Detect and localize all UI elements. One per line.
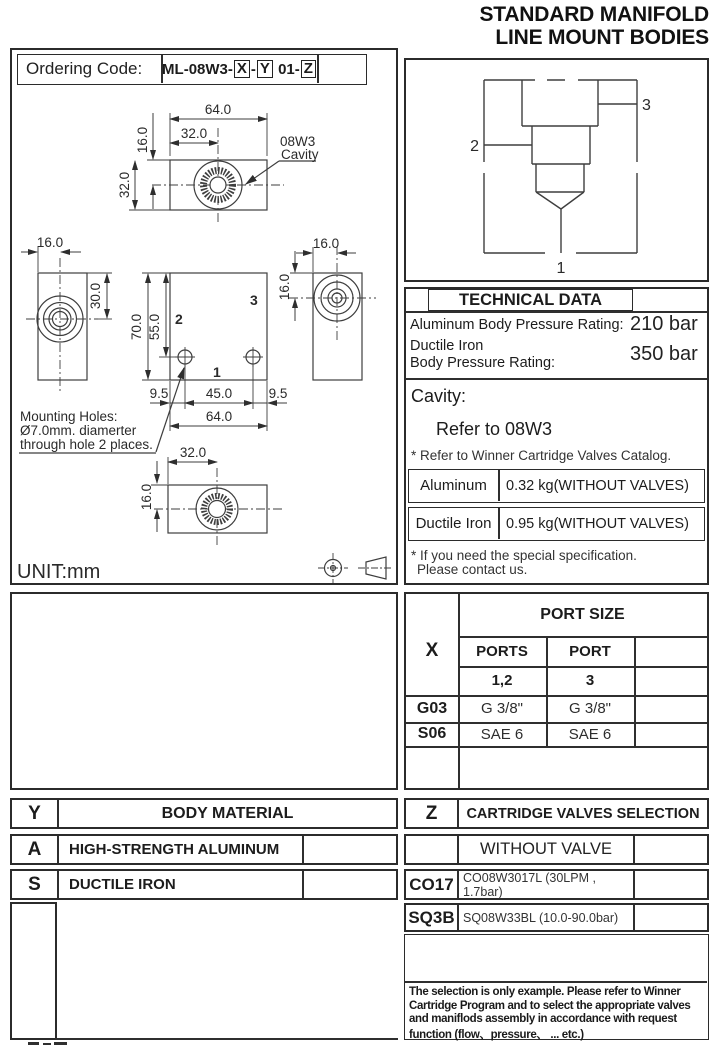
mounting-note-line3: through hole 2 places. (20, 437, 153, 452)
weight-material: Ductile Iron (415, 515, 492, 532)
cartridge-without-valve: WITHOUT VALVE (479, 840, 613, 858)
weight-material: Aluminum (420, 477, 487, 494)
dim-bottom-center: 32.0 (179, 445, 207, 460)
unit-label: UNIT:mm (17, 561, 101, 583)
front-port1-label: 1 (213, 364, 221, 380)
schematic-port3-label: 3 (642, 97, 651, 114)
body-material-code: A (27, 838, 42, 860)
divider-line (57, 836, 59, 863)
cavity-label: Cavity: (411, 385, 467, 406)
cartridge-code: SQ3B (408, 907, 455, 927)
port-size-row-v3: SAE 6 (568, 725, 612, 743)
dim-top-offset: 16.0 (135, 126, 150, 154)
port-size-row-code: G03 (416, 699, 448, 717)
ordering-x-box: X (234, 60, 250, 78)
aluminum-pressure-label: Aluminum Body Pressure Rating: (410, 317, 624, 333)
dim-front-holes-span: 45.0 (205, 386, 233, 401)
divider-line (317, 55, 319, 83)
body-material-row (10, 834, 398, 865)
port-size-col-ports: PORTS (476, 642, 528, 660)
divider-line (405, 981, 707, 983)
body-material-code: S (28, 873, 41, 895)
aluminum-pressure-value: 210 bar (630, 312, 698, 335)
schematic-port1-label: 1 (556, 260, 566, 277)
drawing-panel (10, 48, 398, 585)
port-size-row-v12: G 3/8" (480, 700, 523, 717)
divider-line (457, 871, 459, 898)
page-title-line1: STANDARD MANIFOLD (479, 3, 709, 26)
body-material-label: HIGH-STRENGTH ALUMINUM (69, 841, 280, 858)
dim-top-height: 32.0 (117, 171, 132, 199)
cartridge-desc: CO08W3017L (30LPM , 1.7bar) (463, 870, 596, 899)
dim-side-r-center: 16.0 (277, 273, 292, 301)
divider-line (302, 871, 304, 898)
body-material-y-header: Y (28, 802, 41, 824)
divider-line (633, 871, 635, 898)
divider-line (457, 905, 459, 930)
port-size-title: PORT SIZE (540, 606, 625, 623)
ordering-z-box: Z (301, 60, 316, 78)
dim-front-holes-v: 55.0 (147, 313, 162, 341)
ordering-code-value (162, 55, 317, 83)
dim-side-l-center: 30.0 (88, 282, 103, 310)
weight-row-aluminum (408, 469, 705, 503)
special-note-line1: * If you need the special specification. (411, 547, 637, 563)
body-material-row (10, 869, 398, 900)
note-line4: function (flow、pressure、 ... etc.) (409, 1028, 584, 1041)
page-title-line2: LINE MOUNT BODIES (495, 26, 709, 50)
ordering-y-box: Y (257, 60, 273, 78)
port-size-sub-port: 3 (585, 672, 595, 689)
divider-line (633, 836, 635, 863)
body-material-title: BODY MATERIAL (161, 804, 294, 822)
technical-data-panel (404, 287, 709, 585)
dim-front-edge-r: 9.5 (268, 386, 288, 401)
mounting-note-line2: Ø7.0mm. diamerter (20, 423, 137, 438)
cartridge-z-header: Z (425, 802, 438, 824)
ordering-prefix: ML-08W3- (162, 60, 233, 78)
note-line1: The selection is only example. Please refer to Winner (409, 986, 681, 998)
iron-pressure-label-line1: Ductile Iron (410, 337, 484, 354)
cavity-callout-line1: 08W3 (280, 134, 316, 149)
port-size-sub-ports: 1,2 (491, 672, 513, 689)
footer-remnant (43, 1043, 51, 1045)
ordering-code-label: Ordering Code: (26, 59, 143, 78)
divider-line (302, 836, 304, 863)
cavity-value: Refer to 08W3 (436, 418, 553, 439)
empty-panel (10, 592, 398, 790)
cartridge-code: CO17 (409, 874, 454, 894)
dim-front-height: 70.0 (129, 313, 144, 341)
weight-value: 0.32 kg(WITHOUT VALVES) (506, 477, 689, 494)
body-material-label: DUCTILE IRON (69, 876, 176, 893)
bottom-rule (55, 1038, 398, 1040)
divider-line (633, 905, 635, 930)
cartridge-desc: SQ08W33BL (10.0-90.0bar) (463, 910, 619, 925)
dim-bottom-offset: 16.0 (139, 483, 154, 511)
divider-line (406, 378, 707, 380)
iron-pressure-value: 350 bar (630, 342, 698, 365)
cartridge-without-row (404, 834, 709, 865)
catalog-note: * Refer to Winner Cartridge Valves Catalog. (411, 447, 672, 463)
note-line2: Cartridge Program and to select the appropriate valves (409, 999, 691, 1012)
dim-side-r-width: 16.0 (312, 236, 340, 251)
dim-top-width: 64.0 (204, 102, 232, 117)
cartridge-row (404, 903, 709, 932)
cartridge-header-row (404, 798, 709, 829)
divider-line (634, 636, 636, 746)
cartridge-note-box (404, 934, 709, 1040)
note-line3: and maniflods assembly in accordance with request (409, 1013, 677, 1026)
front-port2-label: 2 (175, 311, 183, 327)
mounting-note-line1: Mounting Holes: (20, 409, 118, 424)
port-size-x-header: X (425, 640, 439, 661)
footer-remnant (54, 1042, 67, 1045)
body-material-empty-column (10, 902, 57, 1040)
dim-front-width: 64.0 (205, 409, 233, 424)
dim-top-center: 32.0 (180, 126, 208, 141)
page-title (479, 3, 709, 49)
weight-row-iron (408, 507, 705, 541)
weight-value: 0.95 kg(WITHOUT VALVES) (506, 515, 689, 532)
port-size-row-code: S06 (417, 725, 447, 742)
ordering-mid: 01- (273, 60, 300, 78)
dim-front-edge-l: 9.5 (149, 386, 169, 401)
dim-side-l-width: 16.0 (36, 235, 64, 250)
footer-remnant (28, 1042, 39, 1045)
ordering-dash: - (250, 60, 256, 78)
divider-line (57, 871, 59, 898)
divider-line (498, 470, 500, 501)
front-port3-label: 3 (250, 292, 258, 308)
cartridge-selection-note (409, 986, 705, 1042)
port-size-row-v3: G 3/8" (568, 700, 611, 717)
cavity-callout-line2: Cavity (281, 147, 319, 162)
port-size-panel (404, 592, 709, 790)
ordering-code-box (17, 54, 367, 85)
cartridge-title: CARTRIDGE VALVES SELECTION (466, 805, 700, 822)
body-material-header-row (10, 798, 398, 829)
port-size-col-port: PORT (569, 642, 611, 660)
schematic-panel (404, 58, 709, 282)
iron-pressure-label-line2: Body Pressure Rating: (410, 354, 556, 371)
technical-data-title: TECHNICAL DATA (428, 289, 633, 311)
cartridge-row (404, 869, 709, 900)
schematic-port2-label: 2 (470, 138, 479, 155)
special-note-line2: Please contact us. (417, 561, 528, 577)
divider-line (498, 508, 500, 539)
divider-line (406, 746, 707, 748)
port-size-row-v12: SAE 6 (480, 725, 524, 743)
